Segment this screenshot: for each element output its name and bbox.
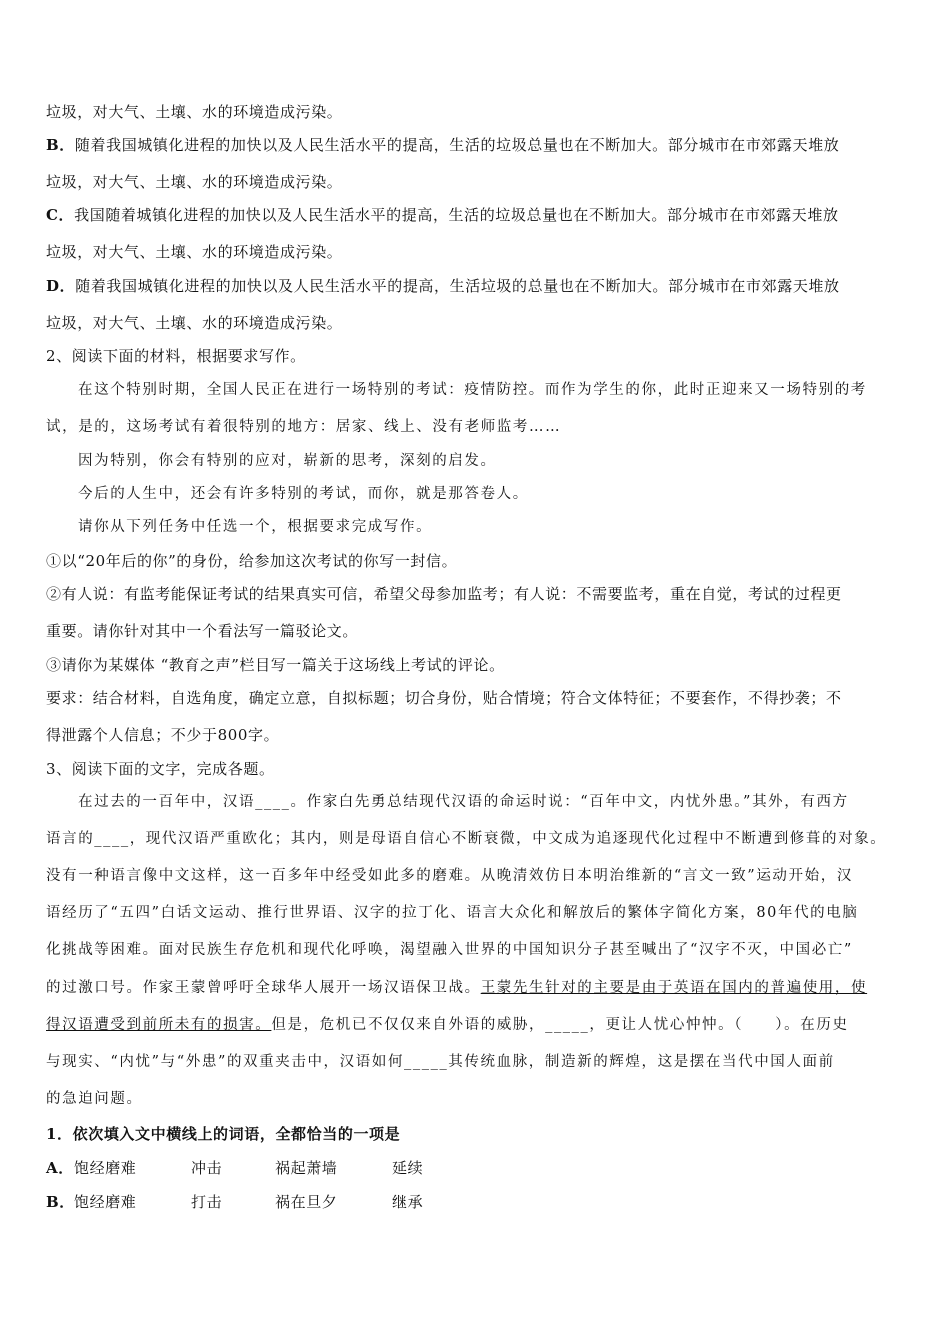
q2-material-5: 请你从下列任务中任选一个，根据要求完成写作。 [78,519,433,535]
q3-passage-4: 语经历了“五四”白话文运动、推行世界语、汉字的拉丁化、语言大众化和解放后的繁体字简化方案，80年代的电脑 [46,905,859,921]
option-c-line1: C．我国随着城镇化进程的加快以及人民生活水平的提高，生活的垃圾总量也在不断加大。部分城市在市郊露天堆放 [46,206,839,224]
q2-heading: 2、阅读下面的材料，根据要求写作。 [46,347,306,365]
q3-passage-5: 化挑战等困难。面对民族生存危机和现代化呼唤，渴望融入世界的中国知识分子甚至喊出了“汉字不灭，中国必亡” [46,942,853,958]
q3-passage-3: 没有一种语言像中文这样，这一百多年中经受如此多的磨难。从晚清效仿日本明治维新的“言文一致”运动开始，汉 [46,868,853,884]
q3-option-b-letter: B． [46,1193,75,1211]
underlined-sentence: 王蒙先生针对的主要是由于英语在国内的普遍使用，使 [480,980,868,996]
q3-option-a-letter: A． [46,1159,74,1177]
underlined-sentence-cont: 得汉语遭受到前所未有的损害。 [46,1017,272,1033]
q3-passage-2: 语言的____，现代汉语严重欧化；其内，则是母语自信心不断衰微，中文成为追逐现代化过程中不断遭到修葺的对象。 [46,831,887,847]
q3-passage-1: 在过去的一百年中，汉语____。作家白先勇总结现代汉语的命运时说：“百年中文，内忧外患。”其外，有西方 [78,794,849,810]
option-d-letter: D． [46,277,76,295]
option-b-letter: B． [46,136,75,154]
q2-task-1: ①以“20年后的你”的身份，给参加这次考试的你写一封信。 [46,552,458,570]
q3-option-b: B．饱经磨难 打击 祸在旦夕 继承 [46,1193,424,1211]
q3-passage-8: 与现实、“内忧”与“外患”的双重夹击中，汉语如何_____其传统血脉，制造新的辉煌，这是摆在当代中国人面前 [46,1054,835,1070]
option-d-line2: 垃圾，对大气、土壤、水的环境造成污染。 [46,314,343,332]
q2-material-3: 因为特别，你会有特别的应对，崭新的思考，深刻的启发。 [78,453,497,469]
option-c-letter: C． [46,206,75,224]
option-c-line2: 垃圾，对大气、土壤、水的环境造成污染。 [46,243,343,261]
q2-task-3: ③请你为某媒体 “教育之声”栏目写一篇关于这场线上考试的评论。 [46,656,505,674]
option-b-line1: B．随着我国城镇化进程的加快以及人民生活水平的提高，生活的垃圾总量也在不断加大。部分城市在市郊露天堆放 [46,136,840,154]
q2-material-2: 试，是的，这场考试有着很特别的地方：居家、线上、没有老师监考…… [46,419,562,435]
q3-passage-9: 的急迫问题。 [46,1091,143,1107]
q2-requirement-2: 得泄露个人信息；不少于800字。 [46,726,280,744]
option-d-line1: D．随着我国城镇化进程的加快以及人民生活水平的提高，生活垃圾的总量也在不断加大。部分城市在市郊露天堆放 [46,277,840,295]
q3-heading: 3、阅读下面的文字，完成各题。 [46,760,275,778]
q3-option-a: A．饱经磨难 冲击 祸起萧墙 延续 [46,1159,424,1177]
q2-requirement-1: 要求：结合材料，自选角度，确定立意，自拟标题；切合身份，贴合情境；符合文体特征；不要套作，不得抄袭；不 [46,689,842,707]
q2-material-1: 在这个特别时期，全国人民正在进行一场特别的考试：疫情防控。而作为学生的你，此时正迎来又一场特别的考 [78,382,867,398]
option-a-line2: 垃圾，对大气、土壤、水的环境造成污染。 [46,103,343,121]
q2-task-2-cont: 重要。请你针对其中一个看法写一篇驳论文。 [46,622,359,640]
q3-passage-6: 的过激口号。作家王蒙曾呼吁全球华人展开一场汉语保卫战。王蒙先生针对的主要是由于英语在国内的普遍使用，使 [46,980,868,996]
q3-sub-question-1: 1．依次填入文中横线上的词语，全都恰当的一项是 [46,1125,401,1143]
option-b-line2: 垃圾，对大气、土壤、水的环境造成污染。 [46,173,343,191]
q2-material-4: 今后的人生中，还会有许多特别的考试，而你，就是那答卷人。 [78,486,529,502]
q2-task-2: ②有人说：有监考能保证考试的结果真实可信，希望父母参加监考；有人说：不需要监考，重在自觉，考试的过程更 [46,585,842,603]
q3-passage-7: 得汉语遭受到前所未有的损害。但是，危机已不仅仅来自外语的威胁，_____，更让人忧心忡忡。（ ）。在历史 [46,1017,849,1033]
